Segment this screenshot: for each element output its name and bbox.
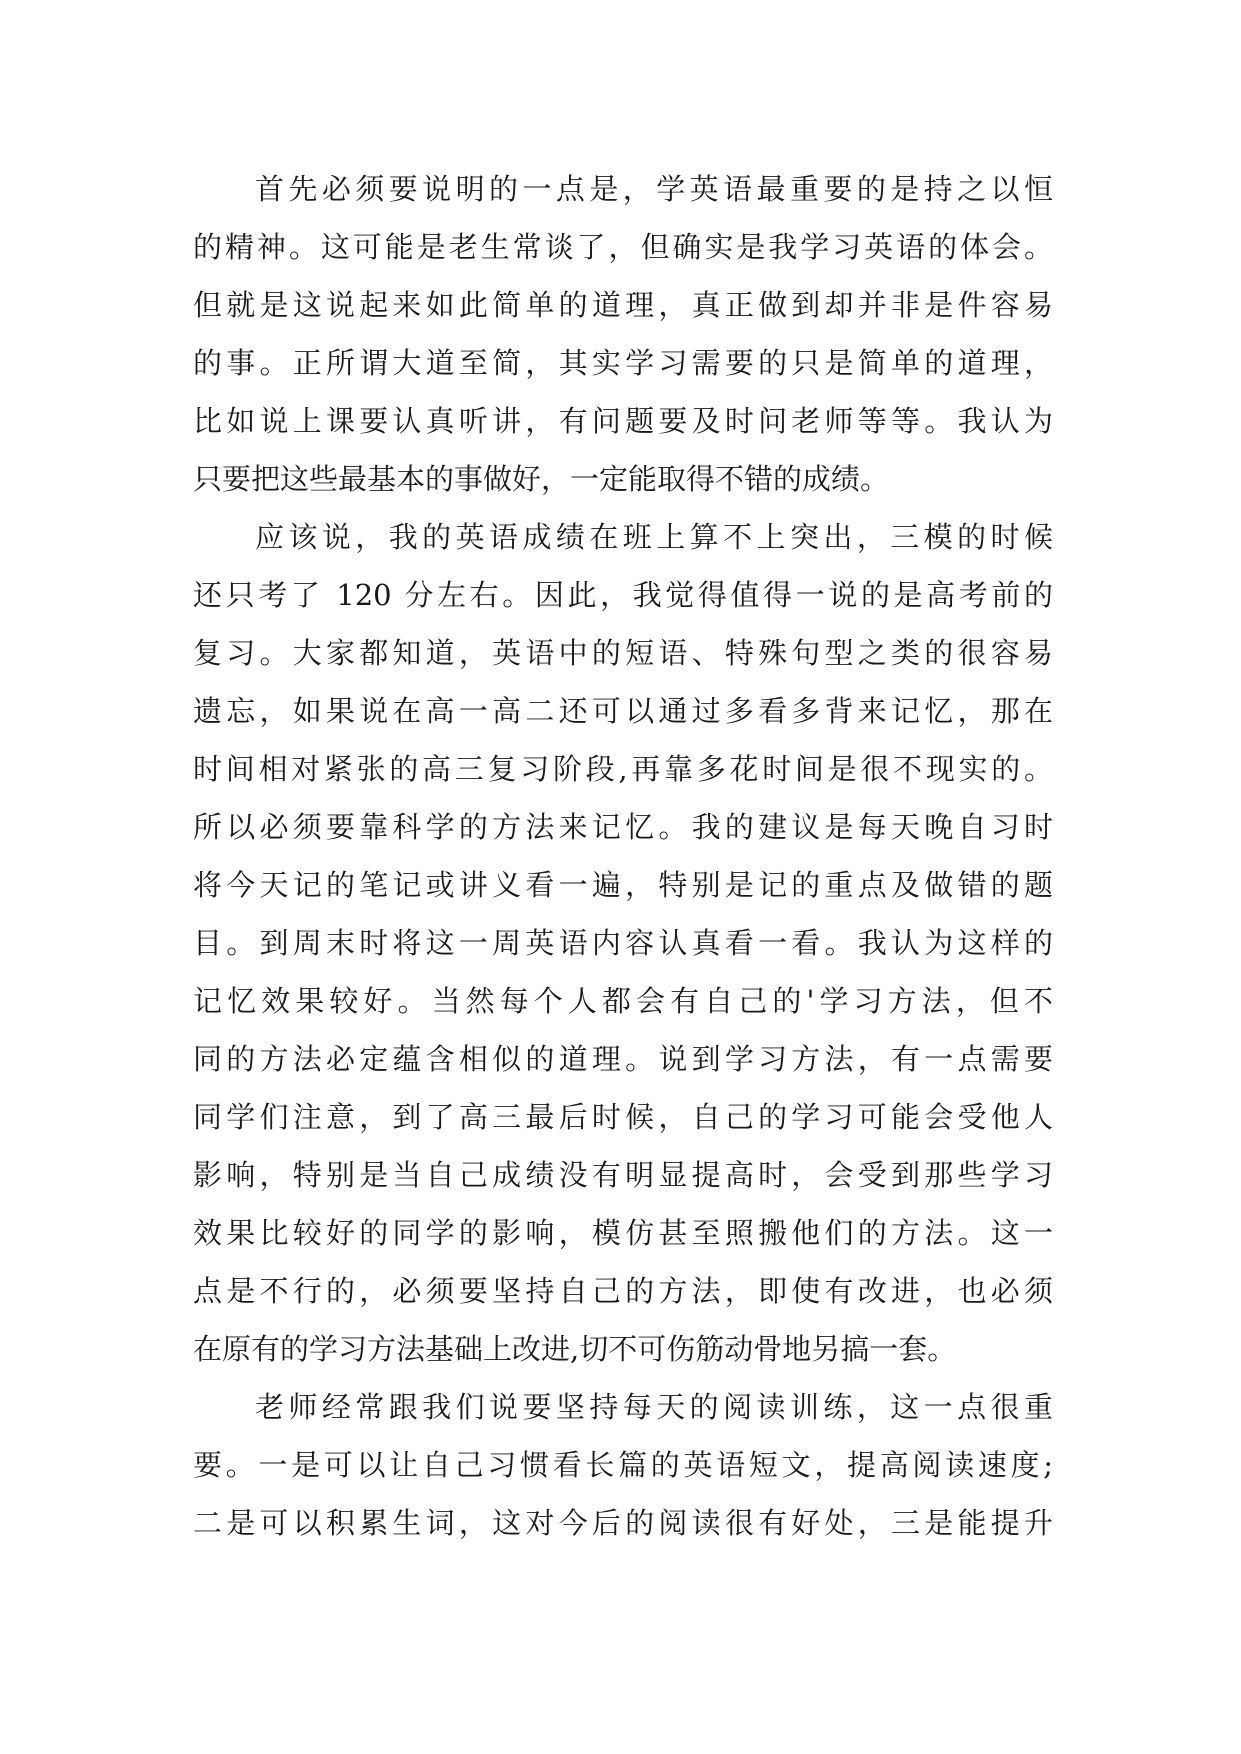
text-line: 时间相对紧张的高三复习阶段,再靠多花时间是很不现实的。 (193, 752, 1053, 786)
text-line: 二是可以积累生词，这对今后的阅读很有好处，三是能提升 (193, 1506, 1053, 1540)
text-line: 要。一是可以让自己习惯看长篇的英语短文，提高阅读速度; (193, 1448, 1053, 1482)
text-line: 影响，特别是当自己成绩没有明显提高时，会受到那些学习 (193, 1158, 1053, 1192)
text-line: 只要把这些最基本的事做好，一定能取得不错的成绩。 (193, 462, 890, 496)
text-line: 老师经常跟我们说要坚持每天的阅读训练，这一点很重 (255, 1390, 1053, 1424)
text-line: 同的方法必定蕴含相似的道理。说到学习方法，有一点需要 (193, 1042, 1053, 1076)
text-line: 但就是这说起来如此简单的道理，真正做到却并非是件容易 (193, 288, 1053, 322)
text-line: 同学们注意，到了高三最后时候，自己的学习可能会受他人 (193, 1100, 1053, 1134)
paragraph-persistence (193, 160, 1053, 508)
text-line: 的事。正所谓大道至简，其实学习需要的只是简单的道理， (193, 346, 1053, 380)
text-line: 还只考了 120 分左右。因此，我觉得值得一说的是高考前的 (193, 578, 1053, 612)
paragraph-reading (193, 1378, 1053, 1552)
text-line: 记忆效果较好。当然每个人都会有自己的'学习方法，但不 (193, 984, 1053, 1018)
text-line: 遗忘，如果说在高一高二还可以通过多看多背来记忆，那在 (193, 694, 1053, 728)
text-line: 应该说，我的英语成绩在班上算不上突出，三模的时候 (255, 520, 1053, 554)
text-line: 的精神。这可能是老生常谈了，但确实是我学习英语的体会。 (193, 230, 1053, 264)
text-line: 在原有的学习方法基础上改进,切不可伤筋动骨地另搞一套。 (193, 1332, 957, 1366)
text-line: 将今天记的笔记或讲义看一遍，特别是记的重点及做错的题 (193, 868, 1053, 902)
text-line: 所以必须要靠科学的方法来记忆。我的建议是每天晚自习时 (193, 810, 1053, 844)
text-line: 首先必须要说明的一点是，学英语最重要的是持之以恒 (255, 172, 1053, 206)
text-line: 复习。大家都知道，英语中的短语、特殊句型之类的很容易 (193, 636, 1053, 670)
text-line: 效果比较好的同学的影响，模仿甚至照搬他们的方法。这一 (193, 1216, 1053, 1250)
text-line: 比如说上课要认真听讲，有问题要及时问老师等等。我认为 (193, 404, 1053, 438)
body-text (193, 160, 1053, 1552)
text-line: 点是不行的，必须要坚持自己的方法，即使有改进，也必须 (193, 1274, 1053, 1308)
paragraph-review (193, 508, 1053, 1378)
text-line: 目。到周末时将这一周英语内容认真看一看。我认为这样的 (193, 926, 1053, 960)
